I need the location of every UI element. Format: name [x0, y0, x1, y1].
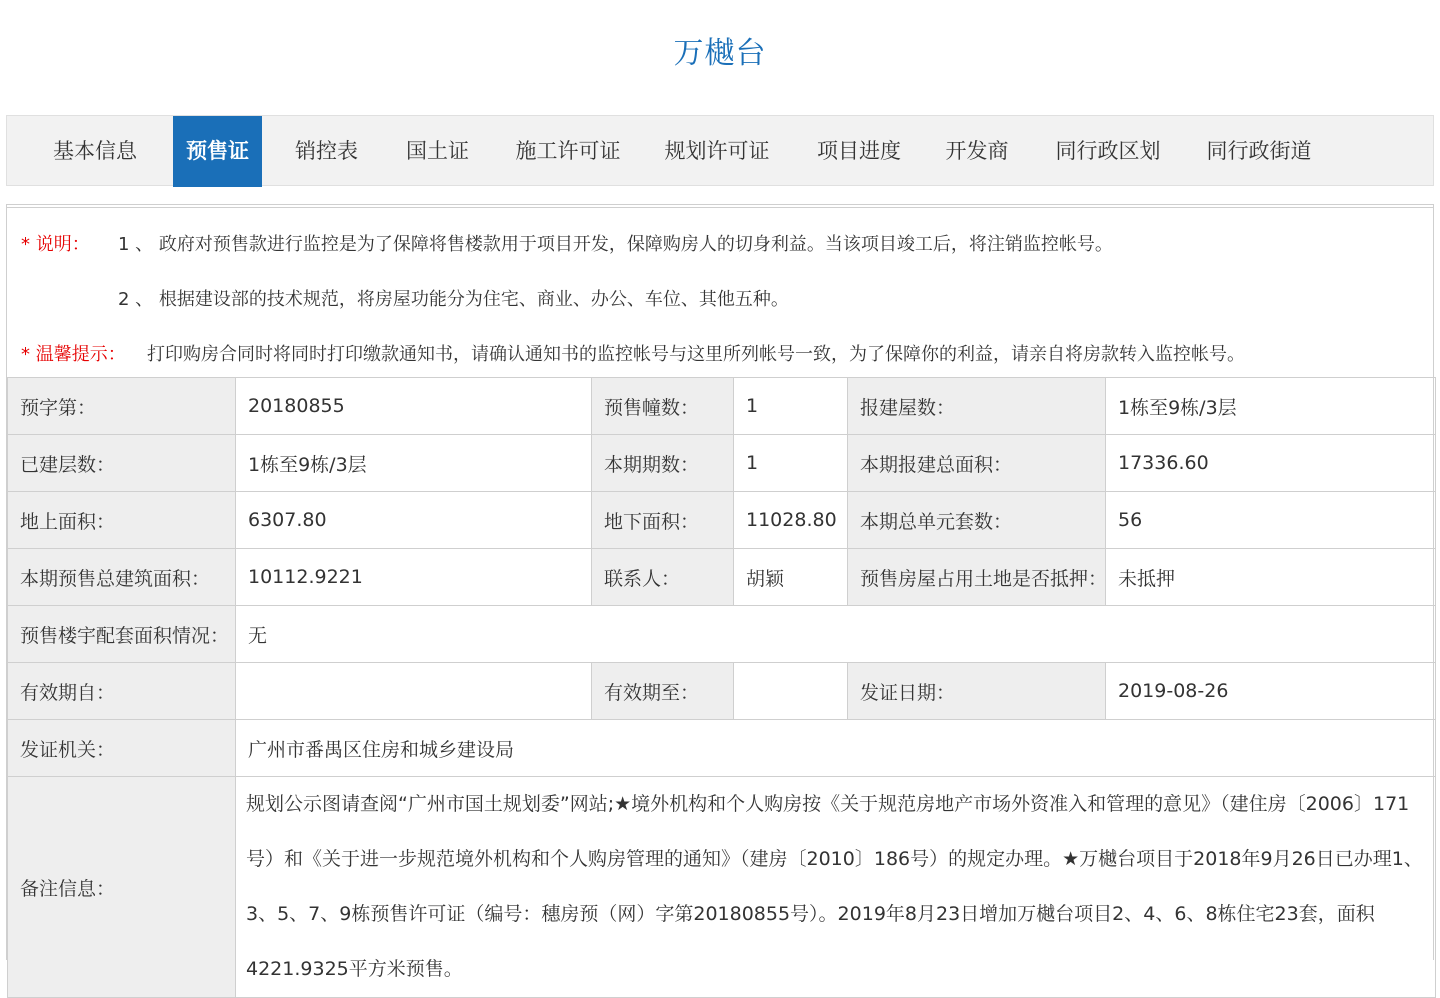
reported-floors-value: 1栋至9栋/3层 — [1106, 378, 1436, 435]
table-row — [8, 549, 1436, 606]
table-row — [8, 720, 1436, 777]
issuer-value: 广州市番禺区住房和城乡建设局 — [236, 720, 1436, 777]
total-reported-area-label: 本期报建总面积： — [848, 435, 1106, 492]
tab-bar — [6, 115, 1434, 186]
above-ground-area-value: 6307.80 — [236, 492, 592, 549]
built-floors-value: 1栋至9栋/3层 — [236, 435, 592, 492]
tab-same-street[interactable]: 同行政街道 — [1206, 139, 1312, 163]
supporting-area-value: 无 — [236, 606, 1436, 663]
presale-no-value: 20180855 — [236, 378, 592, 435]
tab-presale-permit[interactable]: 预售证 — [173, 116, 262, 187]
table-row — [8, 663, 1436, 720]
page-title: 万樾台 — [673, 36, 767, 71]
tip-text: 打印购房合同时将同时打印缴款通知书，请确认通知书的监控帐号与这里所列帐号一致，为了保障你的利益，请亲自将房款转入监控帐号。 — [147, 344, 1245, 365]
tab-sales-control[interactable]: 销控表 — [295, 139, 358, 163]
tab-land-certificate[interactable]: 国土证 — [406, 139, 469, 163]
total-units-value: 56 — [1106, 492, 1436, 549]
issuer-label: 发证机关： — [8, 720, 236, 777]
presale-permit-panel — [6, 204, 1434, 980]
total-reported-area-value: 17336.60 — [1106, 435, 1436, 492]
valid-to-value — [734, 663, 848, 720]
presale-total-area-label: 本期预售总建筑面积： — [8, 549, 236, 606]
land-mortgage-value: 未抵押 — [1106, 549, 1436, 606]
land-mortgage-label: 预售房屋占用土地是否抵押： — [848, 549, 1106, 606]
total-units-label: 本期总单元套数： — [848, 492, 1106, 549]
below-ground-area-label: 地下面积： — [592, 492, 734, 549]
valid-from-label: 有效期自： — [8, 663, 236, 720]
above-ground-area-label: 地上面积： — [8, 492, 236, 549]
tip-label: * 温馨提示： — [21, 344, 126, 365]
valid-to-label: 有效期至： — [592, 663, 734, 720]
tab-same-district[interactable]: 同行政区划 — [1055, 139, 1161, 163]
table-row — [8, 606, 1436, 663]
tab-planning-permit[interactable]: 规划许可证 — [664, 139, 770, 163]
presale-no-label: 预字第： — [8, 378, 236, 435]
remarks-label: 备注信息： — [8, 777, 236, 998]
table-row — [8, 777, 1436, 998]
contact-label: 联系人： — [592, 549, 734, 606]
presale-total-area-value: 10112.9221 — [236, 549, 592, 606]
table-row — [8, 378, 1436, 435]
remarks-value: 规划公示图请查阅“广州市国土规划委”网站;★境外机构和个人购房按《关于规范房地产市场外资准入和管理的意见》（建住房〔2006〕171号）和《关于进一步规范境外机构和个人购房管理的通知》（建房〔2010〕186号）的规定办理。★万樾台项目于2018年9月26日已办理1、3、5、7、9栋预售许可证（编号：穗房预（网）字第20180855号）。2019年8月23日增加万樾台项目2、4、6、8栋住宅23套，面积4221.9325平方米预售。 — [236, 777, 1436, 998]
table-row — [8, 435, 1436, 492]
tab-basic-info[interactable]: 基本信息 — [53, 139, 137, 163]
explain-item-1: 1 、 政府对预售款进行监控是为了保障将售楼款用于项目开发，保障购房人的切身利益。当该项目竣工后，将注销监控帐号。 — [118, 234, 1113, 255]
tab-construction-permit[interactable]: 施工许可证 — [515, 139, 621, 163]
tab-project-progress[interactable]: 项目进度 — [817, 139, 901, 163]
issue-date-label: 发证日期： — [848, 663, 1106, 720]
built-floors-label: 已建层数： — [8, 435, 236, 492]
supporting-area-label: 预售楼宇配套面积情况： — [8, 606, 236, 663]
notes-section — [7, 205, 1433, 377]
current-phase-label: 本期期数： — [592, 435, 734, 492]
contact-value: 胡颖 — [734, 549, 848, 606]
current-phase-value: 1 — [734, 435, 848, 492]
explain-label: * 说明： — [21, 234, 90, 255]
below-ground-area-value: 11028.80 — [734, 492, 848, 549]
explain-item-2: 2 、 根据建设部的技术规范，将房屋功能分为住宅、商业、办公、车位、其他五种。 — [118, 289, 789, 310]
permit-info-table — [7, 377, 1436, 998]
table-row — [8, 492, 1436, 549]
reported-floors-label: 报建屋数： — [848, 378, 1106, 435]
presale-buildings-value: 1 — [734, 378, 848, 435]
tab-developer[interactable]: 开发商 — [945, 139, 1009, 163]
presale-buildings-label: 预售幢数： — [592, 378, 734, 435]
valid-from-value — [236, 663, 592, 720]
issue-date-value: 2019-08-26 — [1106, 663, 1436, 720]
